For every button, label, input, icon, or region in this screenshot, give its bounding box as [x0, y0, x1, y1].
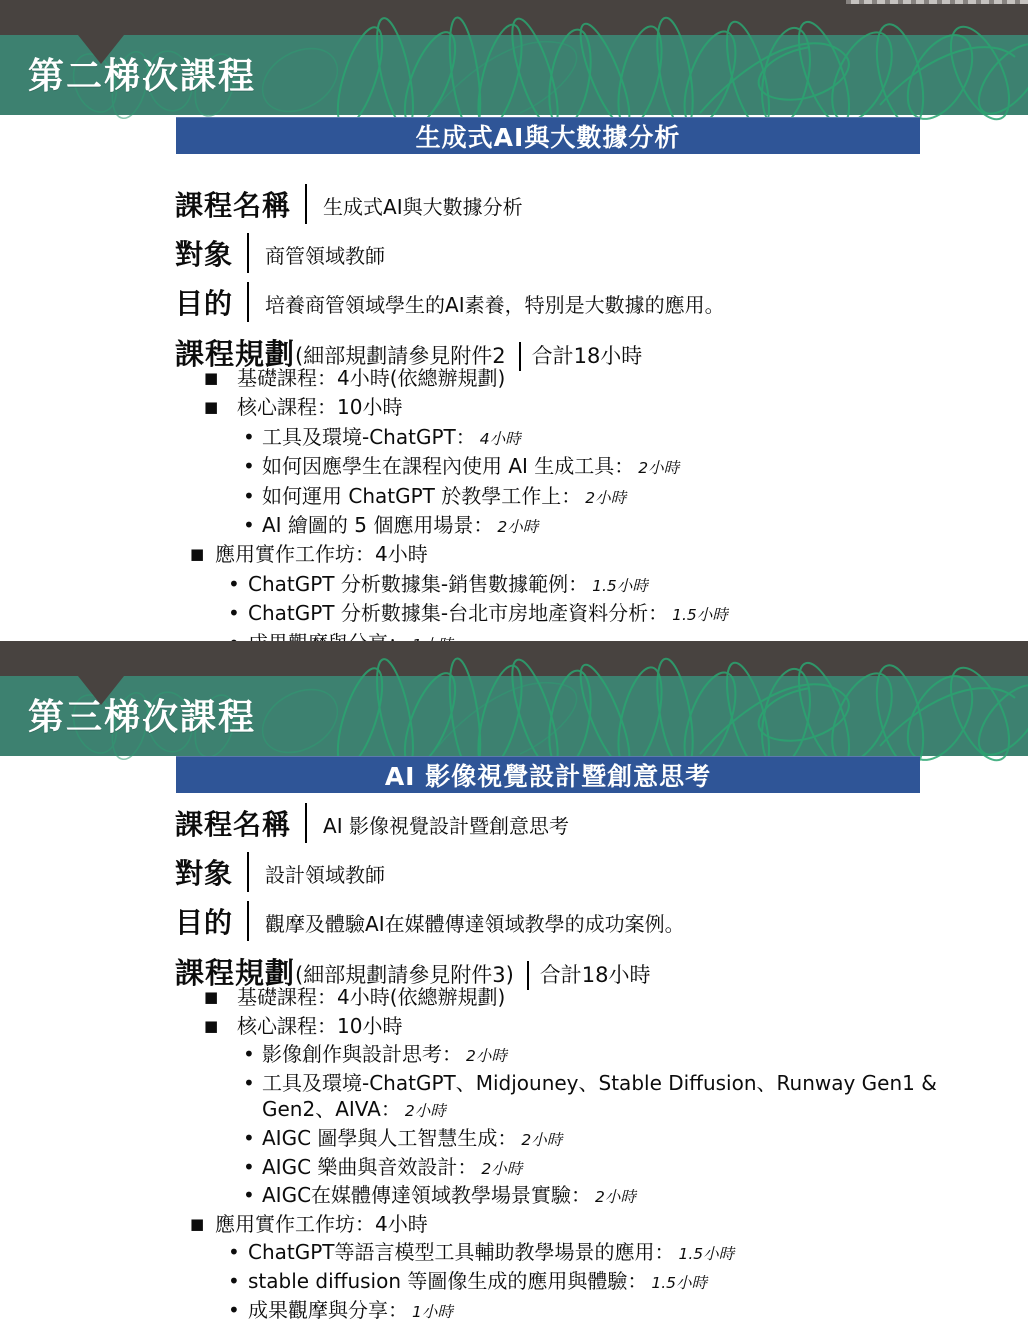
square-bullet-icon: ■	[190, 1214, 205, 1233]
field-value: 觀摩及體驗AI在媒體傳達領域教學的成功案例。	[265, 912, 685, 936]
field-separator	[305, 184, 307, 224]
course-plan-item	[0, 394, 1028, 423]
item-text: AI 繪圖的 5 個應用場景：	[262, 513, 494, 538]
item-text: 工具及環境-ChatGPT、Midjouney、Stable Diffusion、Runway Gen1 & Gen2、AIVA：	[262, 1070, 937, 1122]
dot-bullet-icon: •	[228, 1240, 240, 1265]
item-text: stable diffusion 等圖像生成的應用與體驗：	[248, 1268, 648, 1293]
course-banner	[176, 117, 920, 154]
course-plan-item	[0, 1070, 1028, 1125]
top-edge-decoration	[846, 0, 1028, 4]
course-plan-item	[0, 1041, 1028, 1070]
course-plan-item	[0, 600, 1028, 629]
item-text: 如何運用 ChatGPT 於教學工作上：	[262, 483, 582, 508]
dot-bullet-icon: •	[243, 1125, 255, 1150]
plan-note: (細部規劃請參見附件2	[295, 344, 506, 368]
item-text: AIGC在媒體傳達領域教學場景實驗：	[262, 1183, 592, 1208]
item-duration: 2小時	[466, 1047, 507, 1066]
square-bullet-icon: ■	[190, 545, 205, 564]
item-duration: 2小時	[585, 488, 627, 507]
dot-bullet-icon: •	[243, 483, 255, 508]
field-row-audience	[175, 233, 955, 273]
course-plan-item	[0, 365, 1028, 394]
field-separator	[247, 901, 249, 941]
item-text: 工具及環境-ChatGPT：	[262, 424, 476, 449]
course-info	[175, 184, 955, 373]
dot-bullet-icon: •	[243, 1154, 255, 1179]
plan-total-hours: 合計18小時	[539, 963, 651, 987]
field-value: AI 影像視覺設計暨創意思考	[323, 814, 569, 838]
plan-label: 課程規劃	[175, 956, 296, 990]
top-bar	[0, 0, 1028, 35]
field-label: 對象	[175, 238, 234, 271]
dot-bullet-icon: •	[243, 1042, 255, 1067]
item-duration: 2小時	[638, 459, 680, 478]
dot-bullet-icon: •	[243, 1070, 255, 1095]
dot-bullet-icon: •	[228, 1268, 240, 1293]
batch-title: 第二梯次課程	[28, 56, 257, 97]
course-plan-item	[0, 1268, 1028, 1297]
item-text: ChatGPT 分析數據集-台北市房地產資料分析：	[248, 601, 669, 626]
item-duration: 1小時	[412, 1302, 453, 1321]
batch-band-2	[0, 35, 1028, 115]
course-plan-item	[0, 512, 1028, 541]
item-text: 應用實作工作坊：4小時	[215, 542, 428, 567]
plan-label: 課程規劃	[175, 337, 296, 371]
plan-total-hours: 合計18小時	[531, 344, 643, 368]
field-separator	[247, 852, 249, 892]
item-text: 基礎課程：4小時(依總辦規劃)	[237, 985, 506, 1009]
square-bullet-icon: ■	[204, 398, 219, 417]
course-plan-item	[0, 1182, 1028, 1211]
course-plan-item	[0, 453, 1028, 482]
course-plan-list	[0, 365, 1028, 659]
field-label: 課程名稱	[175, 189, 292, 222]
course-banner-title: AI 影像視覺設計暨創意思考	[384, 761, 712, 791]
item-duration: 2小時	[404, 1102, 446, 1121]
field-value: 生成式AI與大數據分析	[323, 195, 523, 219]
field-row-course-name	[175, 803, 955, 843]
batch-title: 第三梯次課程	[28, 697, 257, 738]
field-row-purpose	[175, 282, 955, 322]
divider-bar	[0, 641, 1028, 676]
course-plan-item	[0, 1013, 1028, 1042]
item-text: AIGC 樂曲與音效設計：	[262, 1154, 478, 1179]
item-text: 核心課程：10小時	[237, 1013, 403, 1038]
course-plan-item	[0, 984, 1028, 1013]
dot-bullet-icon: •	[228, 601, 240, 626]
course-plan-list	[0, 984, 1028, 1325]
square-bullet-icon: ■	[204, 988, 219, 1006]
item-text: 應用實作工作坊：4小時	[215, 1211, 428, 1236]
item-duration: 1.5小時	[592, 576, 648, 595]
field-value: 設計領域教師	[265, 863, 386, 887]
field-row-course-name	[175, 184, 955, 224]
course-banner	[176, 756, 920, 793]
dot-bullet-icon: •	[243, 424, 255, 449]
item-text: AIGC 圖學與人工智慧生成：	[262, 1125, 518, 1150]
item-text: ChatGPT 分析數據集-銷售數據範例：	[248, 571, 589, 596]
field-value: 培養商管領域學生的AI素養，特別是大數據的應用。	[265, 293, 725, 317]
item-text: 基礎課程：4小時(依總辦規劃)	[237, 366, 506, 390]
item-text: ChatGPT等語言模型工具輔助教學場景的應用：	[248, 1240, 675, 1265]
course-plan-item	[0, 424, 1028, 453]
field-label: 目的	[175, 287, 234, 320]
item-duration: 1.5小時	[651, 1273, 708, 1292]
square-bullet-icon: ■	[204, 1016, 219, 1035]
course-plan-item	[0, 1297, 1028, 1325]
plan-note: (細部規劃請參見附件3)	[295, 963, 514, 987]
dot-bullet-icon: •	[243, 513, 255, 538]
dot-bullet-icon: •	[243, 1183, 255, 1208]
course-plan-item	[0, 541, 1028, 570]
field-separator	[305, 803, 307, 843]
field-separator	[247, 282, 249, 322]
field-value: 商管領域教師	[265, 244, 386, 268]
field-separator	[247, 233, 249, 273]
dot-bullet-icon: •	[243, 454, 255, 479]
field-label: 目的	[175, 906, 234, 939]
item-duration: 1.5小時	[678, 1245, 735, 1264]
dot-bullet-icon: •	[228, 1297, 240, 1322]
course-plan-item	[0, 571, 1028, 600]
course-banner-title: 生成式AI與大數據分析	[415, 122, 681, 152]
field-row-audience	[175, 852, 955, 892]
item-text: 成果觀摩與分享：	[248, 1297, 408, 1322]
course-plan-item	[0, 483, 1028, 512]
square-bullet-icon: ■	[204, 369, 219, 387]
batch-band-3	[0, 676, 1028, 756]
item-duration: 2小時	[521, 1130, 563, 1149]
course-plan-item	[0, 1239, 1028, 1268]
item-duration: 2小時	[595, 1188, 636, 1207]
course-plan-item	[0, 1211, 1028, 1240]
dot-bullet-icon: •	[228, 571, 240, 596]
item-text: 如何因應學生在課程內使用 AI 生成工具：	[262, 454, 635, 479]
field-label: 對象	[175, 857, 234, 890]
item-duration: 4小時	[479, 429, 521, 448]
item-duration: 2小時	[481, 1159, 523, 1178]
item-text: 影像創作與設計思考：	[262, 1042, 462, 1067]
field-row-purpose	[175, 901, 955, 941]
course-info	[175, 803, 955, 992]
item-duration: 1.5小時	[672, 606, 728, 625]
field-label: 課程名稱	[175, 808, 292, 841]
item-text: 核心課程：10小時	[237, 395, 403, 420]
course-plan-item	[0, 1154, 1028, 1183]
item-duration: 2小時	[497, 518, 539, 537]
course-plan-item	[0, 1125, 1028, 1154]
